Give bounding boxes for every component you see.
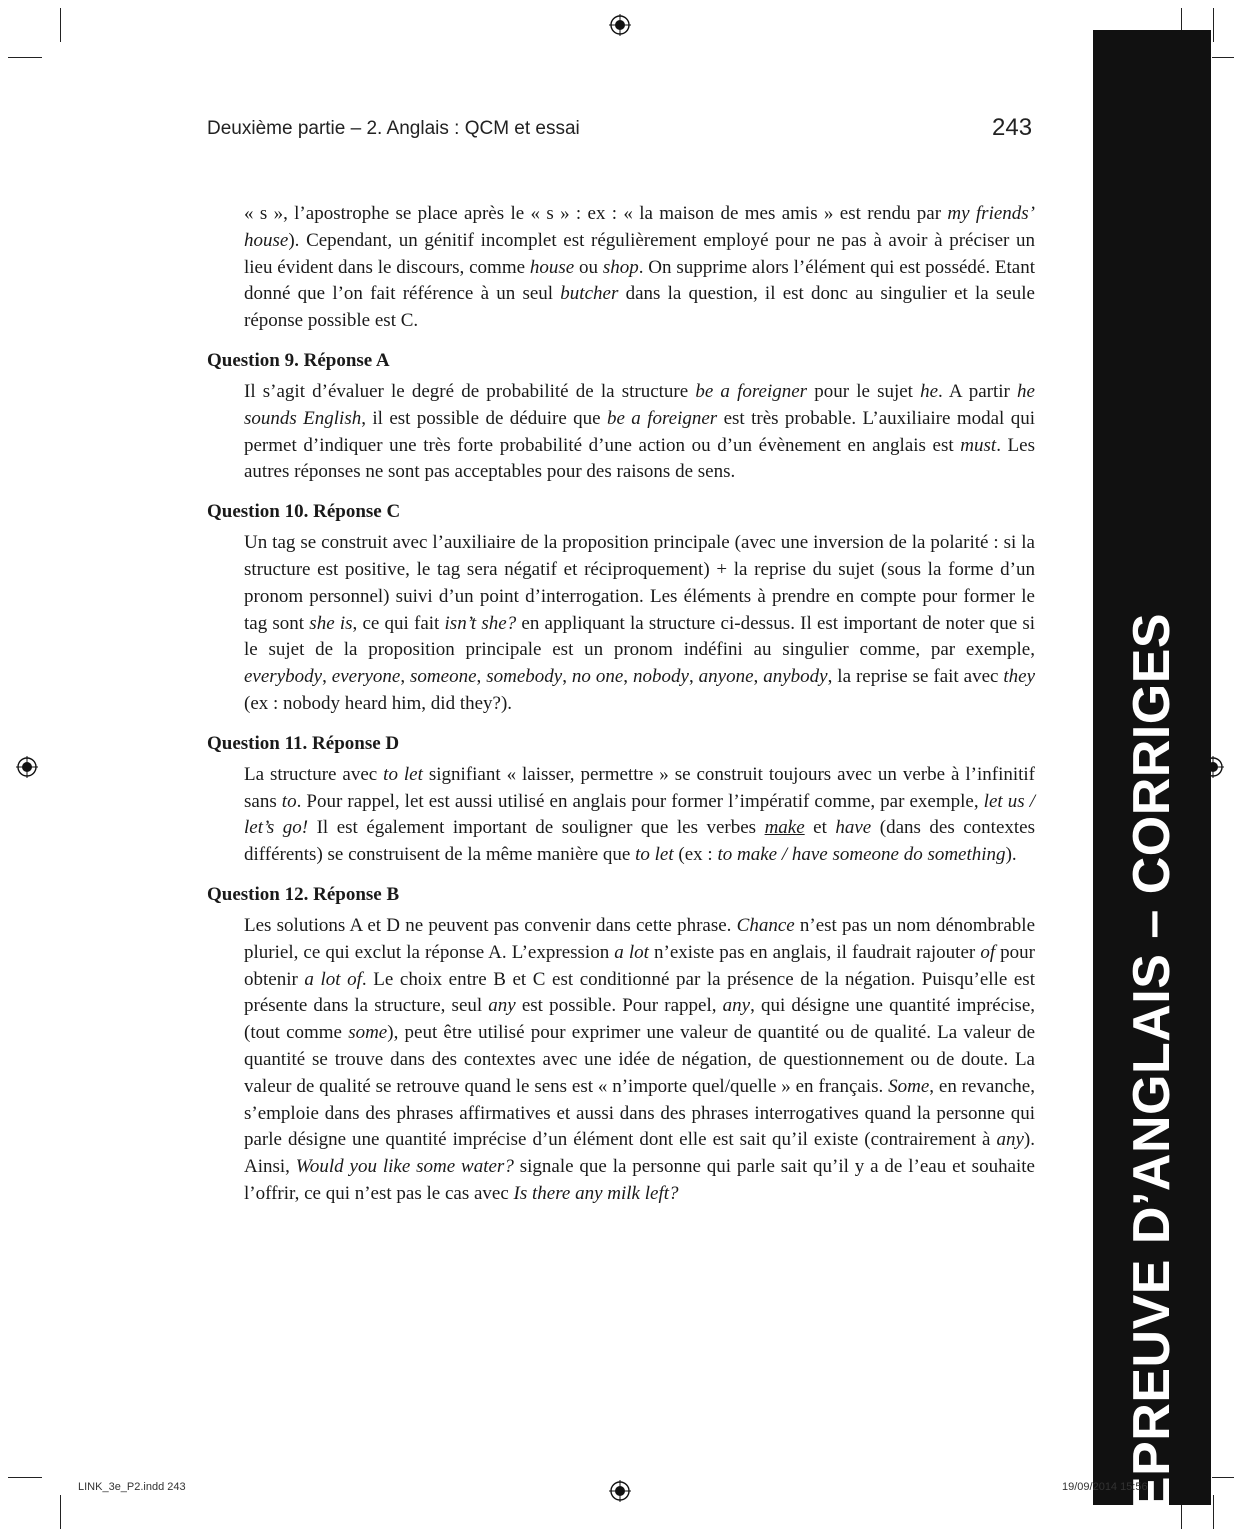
registration-crosshair-icon: [16, 756, 38, 778]
registration-crosshair-icon: [609, 1480, 631, 1502]
crop-mark: [8, 57, 42, 58]
registration-crosshair-icon: [609, 14, 631, 36]
side-tab-label: EPREUVE D’ANGLAIS – CORRIGES: [1123, 612, 1181, 1512]
question-9-heading: Question 9. Réponse A: [207, 349, 390, 371]
question-11-heading: Question 11. Réponse D: [207, 732, 400, 754]
question-10-answer: Un tag se construit avec l’auxiliaire de la proposition principale (avec une inversion de la polarité : si la structure est positive, le tag sera négatif et réciproquement) + la reprise du sujet (sous la forme d’un pronom personnel) suivi d’un point d’interrogation. Les éléments à prendre en compte pour former le tag sont she is, ce qui fait isn’t she? en appliquant la structure ci-dessus. Il est important de noter que si le sujet de la proposition principale est un pronom indéfini au singulier comme, par exemple, everybody, everyone, someone, somebody, no one, nobody, anyone, anybody, la reprise se fait avec they (ex : nobody heard him, did they?).: [244, 532, 1036, 714]
crop-mark: [1212, 1477, 1234, 1478]
question-9-answer: Il s’agit d’évaluer le degré de probabilité de la structure be a foreigner pour le sujet he. A partir he sounds English, il est possible de déduire que be a foreigner est très probable. L’auxiliaire modal qui permet d’indiquer une très forte probabilité d’une action ou d’un évènement en anglais est must. Les autres réponses ne sont pas acceptables pour des raisons de sens.: [244, 380, 1035, 483]
file-slug: LINK_3e_P2.indd 243: [78, 1481, 186, 1493]
page-number: 243: [992, 114, 1033, 141]
question-12-heading: Question 12. Réponse B: [207, 883, 400, 905]
crop-mark: [8, 1477, 42, 1478]
crop-mark: [1213, 8, 1214, 42]
crop-mark: [1213, 1495, 1214, 1529]
crop-mark: [1212, 57, 1234, 58]
main-content: [207, 201, 1035, 1208]
crop-mark: [60, 8, 61, 42]
question-12-answer: Les solutions A et D ne peuvent pas convenir dans cette phrase. Chance n’est pas un nom dénombrable pluriel, ce qui exclut la réponse A. L’expression a lot n’existe pas en anglais, il faudrait rajouter of pour obtenir a lot of. Le choix entre B et C est conditionné par la présence de la négation. Puisqu’elle est présente dans la structure, seul any est possible. Pour rappel, any, qui désigne une quantité imprécise, (tout comme some), peut être utilisé pour exprimer une valeur de quantité ou de qualité. La valeur de quantité se trouve dans des contextes avec une idée de négation, de questionnement ou de doute. La valeur de qualité se retrouve quand le sens est « n’importe quel/quelle » en français. Some, en revanche, s’emploie dans des phrases affirmatives et aussi dans des phrases interrogatives quand la personne qui parle désigne une quantité imprécise d’un élément dont elle est sait qu’il existe (contrairement à any). Ainsi, Would you like some water? signale que la personne qui parle sait qu’il y a de l’eau et souhaite l’offrir, ce qui n’est pas le cas avec Is there any milk left?: [244, 914, 1036, 1204]
question-10-heading: Question 10. Réponse C: [207, 501, 401, 523]
date-slug: 19/09/2014 15:56: [1062, 1481, 1148, 1493]
intro-paragraph: « s », l’apostrophe se place après le « s » : ex : « la maison de mes amis » est rendu par my friends’ house). Cependant, un génitif incomplet est régulièrement employé pour ne pas à avoir à préciser un lieu évident dans le discours, comme house ou shop. On supprime alors l’élément qui est possédé. Etant donné que l’on fait référence à un seul butcher dans la question, il est donc au singulier et la seule réponse possible est C.: [244, 203, 1036, 332]
running-head: Deuxième partie – 2. Anglais : QCM et essai: [207, 118, 580, 139]
question-11-answer: La structure avec to let signifiant « laisser, permettre » se construit toujours avec un verbe à l’infinitif sans to. Pour rappel, let est aussi utilisé en anglais pour former l’impératif comme, par exemple, let us / let’s go! Il est également important de souligner que les verbes make et have (dans des contextes différents) se construisent de la même manière que to let (ex : to make / have someone do something).: [244, 763, 1036, 866]
crop-mark: [60, 1495, 61, 1529]
